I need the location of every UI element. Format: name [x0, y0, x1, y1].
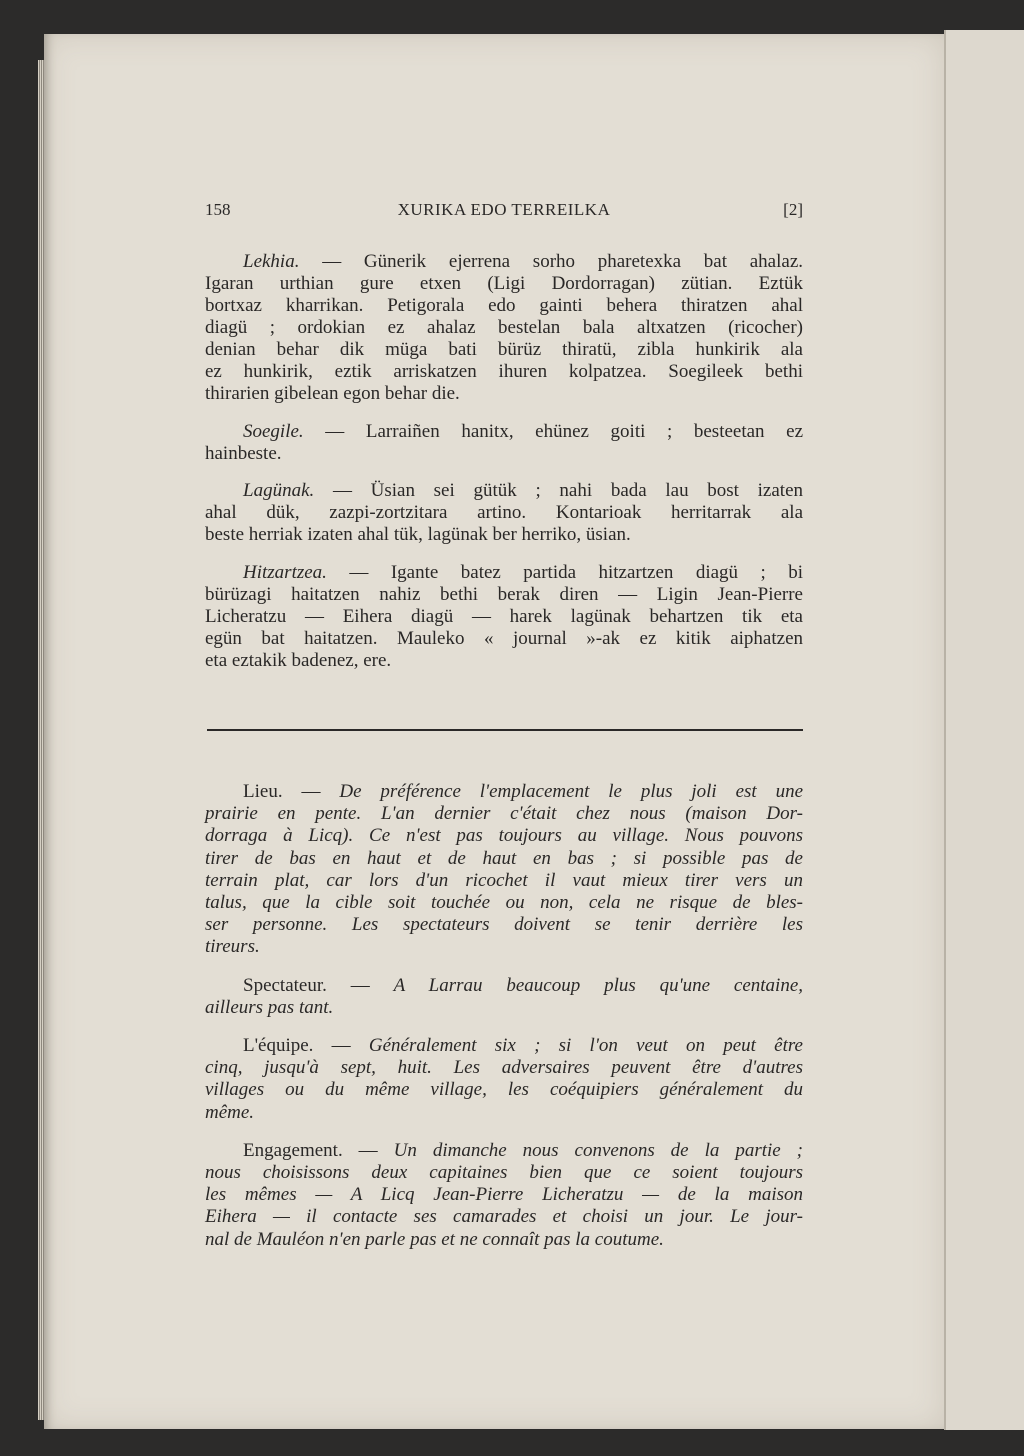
text-line — [205, 317, 803, 339]
text-line — [205, 361, 803, 383]
paragraph — [205, 562, 803, 672]
line-text: les mêmes — A Licq Jean-Pierre Licheratzu — de la maison — [205, 1184, 803, 1206]
text-line — [205, 443, 803, 465]
line-text: Eihera — il contacte ses camarades et choisi un jour. Le jour- — [205, 1206, 803, 1228]
text-line — [205, 848, 803, 870]
text-line — [205, 803, 803, 825]
line-text: denian behar dik müga bati bürüz thiratü, zibla hunkirik ala — [205, 339, 803, 360]
text-line — [205, 562, 803, 584]
line-text: talus, que la cible soit touchée ou non, cela ne risque de bles- — [205, 892, 803, 914]
paragraph-label: Lagünak. — [243, 480, 315, 501]
paragraph-label: Lieu. — — [243, 781, 321, 802]
line-text: diagü ; ordokian ez ahalaz bestelan bala altxatzen (ricocher) — [205, 317, 803, 338]
line-text: ailleurs pas tant. — [205, 996, 334, 1018]
line-text: eta eztakik badenez, ere. — [205, 649, 392, 671]
line-text: ser personne. Les spectateurs doivent se tenir derrière les — [205, 914, 803, 936]
text-line — [205, 383, 803, 405]
basque-text — [205, 251, 803, 687]
line-text: nous choisissons deux capitaines bien que ce soient toujours — [205, 1162, 803, 1184]
line-text: tirer de bas en haut et de haut en bas ; si possible pas de — [205, 847, 803, 869]
paragraph — [205, 975, 803, 1019]
line-text: ez hunkirik, eztik arriskatzen ihuren kolpatzea. Soegileek bethi — [205, 361, 803, 382]
text-line — [205, 997, 803, 1019]
line-text: — Igante batez partida hitzartzen diagü ; bi — [349, 561, 804, 583]
text-line — [205, 975, 803, 997]
line-text: cinq, jusqu'à sept, huit. Les adversaires peuvent être d'autres — [205, 1057, 803, 1079]
french-translation — [205, 781, 803, 1267]
line-text: bortxaz kharrikan. Petigorala edo gainti behera thiratzen ahal — [205, 295, 803, 316]
paragraph-label: Lekhia. — [243, 251, 300, 272]
text-line — [205, 1102, 803, 1124]
text-line — [205, 914, 803, 936]
paragraph-label: L'équipe. — — [243, 1035, 351, 1057]
separator-rule — [207, 729, 803, 731]
line-text: prairie en pente. L'an dernier c'était chez nous (maison Dor- — [205, 803, 803, 825]
text-line — [205, 1184, 803, 1206]
text-line — [205, 936, 803, 958]
text-line — [205, 606, 803, 628]
text-line — [205, 524, 803, 546]
line-text: bürüzagi haitatzen nahiz bethi berak diren — Ligin Jean-Pierre — [205, 583, 803, 605]
text-line — [205, 295, 803, 317]
line-text: thirarien gibelean egon behar die. — [205, 383, 460, 404]
paragraph-label: Spectateur. — — [243, 974, 370, 996]
line-text: ahal dük, zazpi-zortzitara artino. Kontarioak herritarrak ala — [205, 502, 803, 523]
text-line — [205, 892, 803, 914]
line-text: Généralement six ; si l'on veut on peut être — [368, 1035, 803, 1057]
line-text: — Üsian sei gütük ; nahi bada lau bost izaten — [332, 480, 804, 501]
line-text: villages ou du même village, les coéquipiers généralement du — [205, 1079, 803, 1101]
page-number: 158 — [205, 200, 231, 219]
paragraph-label: Hitzartzea. — [243, 561, 327, 583]
text-line — [205, 1162, 803, 1184]
line-text: De préférence l'emplacement le plus joli est une — [339, 781, 803, 802]
text-line — [205, 628, 803, 650]
paragraph — [205, 1035, 803, 1124]
text-line — [205, 421, 803, 443]
section-number: [2] — [783, 200, 803, 219]
line-text: — Larraiñen hanitx, ehünez goiti ; besteetan ez — [325, 420, 804, 442]
paragraph — [205, 781, 803, 959]
text-line — [205, 1057, 803, 1079]
line-text: hainbeste. — [205, 442, 282, 464]
line-text: Igaran urthian gure etxen (Ligi Dordorragan) zütian. Eztük — [205, 273, 803, 294]
facing-page — [944, 30, 1024, 1430]
running-title: XURIKA EDO TERREILKA — [397, 200, 611, 219]
text-line — [205, 781, 803, 803]
line-text: dorraga à Licq). Ce n'est pas toujours au village. Nous pouvons — [205, 825, 803, 847]
text-line — [205, 339, 803, 361]
text-line — [205, 870, 803, 892]
line-text: — Günerik ejerrena sorho pharetexka bat ahalaz. — [322, 251, 804, 272]
line-text: egün bat haitatzen. Mauleko « journal »-ak ez kitik aiphatzen — [205, 627, 803, 649]
text-line — [205, 502, 803, 524]
text-line — [205, 480, 803, 502]
paragraph — [205, 421, 803, 465]
text-line — [205, 1229, 803, 1251]
text-line — [205, 273, 803, 295]
line-text: nal de Mauléon n'en parle pas et ne connaît pas la coutume. — [205, 1228, 664, 1250]
paragraph-label: Soegile. — [243, 420, 304, 442]
text-line — [205, 650, 803, 672]
line-text: beste herriak izaten ahal tük, lagünak ber herriko, üsian. — [205, 524, 631, 545]
text-line — [205, 251, 803, 273]
text-line — [205, 825, 803, 847]
text-line — [205, 1079, 803, 1101]
text-line — [205, 1140, 803, 1162]
line-text: tireurs. — [205, 936, 260, 958]
text-line — [205, 1035, 803, 1057]
running-header — [205, 200, 803, 226]
line-text: terrain plat, car lors d'un ricochet il vaut mieux tirer vers un — [205, 869, 803, 891]
paragraph — [205, 251, 803, 405]
paragraph-label: Engagement. — — [243, 1139, 378, 1161]
line-text: même. — [205, 1101, 255, 1123]
line-text: Licheratzu — Eihera diagü — harek lagünak behartzen tik eta — [205, 605, 803, 627]
text-line — [205, 1206, 803, 1228]
text-line — [205, 584, 803, 606]
paragraph — [205, 480, 803, 546]
line-text: Un dimanche nous convenons de la partie ; — [393, 1139, 803, 1161]
paragraph — [205, 1140, 803, 1251]
line-text: A Larrau beaucoup plus qu'une centaine, — [393, 974, 804, 996]
